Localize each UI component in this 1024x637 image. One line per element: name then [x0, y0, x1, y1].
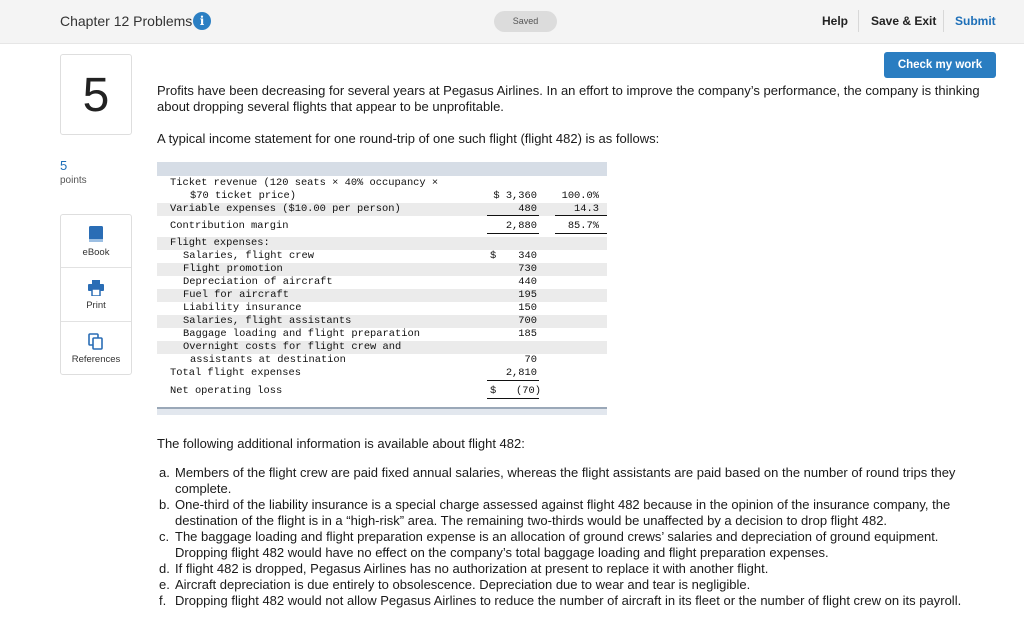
- list-item: [159, 577, 989, 593]
- statement-row: [157, 220, 607, 233]
- list-item-text: Aircraft depreciation is due entirely to obsolescence. Depreciation due to wear and tear is negligible.: [175, 577, 751, 592]
- save-exit-link[interactable]: Save & Exit: [871, 14, 937, 28]
- list-item-marker: a.: [159, 465, 170, 480]
- question-tools-panel: [60, 214, 132, 375]
- saved-status-badge: Saved: [494, 11, 557, 32]
- help-link[interactable]: Help: [822, 14, 849, 28]
- nav-divider: [943, 10, 944, 32]
- statement-row-label: Overnight costs for flight crew and: [183, 341, 402, 353]
- list-item-text: If flight 482 is dropped, Pegasus Airlines has no authorization at present to replace it with another flight.: [175, 561, 769, 576]
- statement-row-dollar: $: [490, 385, 497, 397]
- print-label: Print: [86, 300, 106, 311]
- points-label: points: [60, 175, 87, 186]
- list-item-text: The baggage loading and flight preparation expense is an allocation of ground crews’ salaries and depreciation of ground equipment. Dropping flight 482 would have no effect on the company’s total baggage loading and flight preparation expenses.: [175, 529, 939, 560]
- references-button[interactable]: [61, 333, 131, 365]
- statement-row-amount: $ 3,360: [493, 190, 537, 202]
- list-item: [159, 465, 989, 497]
- statement-row-label: Ticket revenue (120 seats × 40% occupancy ×: [170, 177, 439, 189]
- ebook-icon: [88, 226, 104, 243]
- chapter-title: Chapter 12 Problems: [60, 13, 193, 29]
- problem-intro: Profits have been decreasing for several years at Pegasus Airlines. In an effort to improve the company’s performance, the company is thinking about dropping several flights that appear to be unprofitable.: [157, 83, 980, 114]
- statement-row-amount: 700: [518, 315, 537, 327]
- list-item: [159, 497, 989, 529]
- list-item-marker: f.: [159, 593, 167, 608]
- submit-link[interactable]: Submit: [955, 14, 996, 28]
- statement-row-amount: 730: [518, 263, 537, 275]
- statement-row: [157, 315, 607, 328]
- statement-row-percent: 85.7%: [567, 220, 599, 232]
- tools-divider: [61, 321, 131, 322]
- question-number-box: [60, 54, 132, 135]
- tools-divider: [61, 267, 131, 268]
- statement-row-amount: 480: [518, 203, 537, 215]
- statement-row-label: Baggage loading and flight preparation: [183, 328, 420, 340]
- statement-row: [157, 263, 607, 276]
- statement-row-label: Liability insurance: [183, 302, 302, 314]
- statement-row-label: assistants at destination: [190, 354, 346, 366]
- additional-info-list: [159, 465, 989, 609]
- statement-row-label: Fuel for aircraft: [183, 289, 290, 301]
- statement-row-amount: (70): [516, 385, 541, 397]
- statement-row-label: Flight promotion: [183, 263, 283, 275]
- additional-info-intro: The following additional information is available about flight 482:: [157, 436, 525, 451]
- statement-row-label: Contribution margin: [170, 220, 289, 232]
- statement-row-percent: 14.3: [574, 203, 599, 215]
- list-item-marker: d.: [159, 561, 170, 576]
- list-item-marker: c.: [159, 529, 170, 544]
- list-item: [159, 561, 989, 577]
- statement-row: [157, 302, 607, 315]
- statement-row-amount: 2,810: [505, 367, 537, 379]
- statement-row: [157, 276, 607, 289]
- list-item-text: Members of the flight crew are paid fixed annual salaries, whereas the flight assistants are paid based on the number of round trips they complete.: [175, 465, 956, 496]
- statement-row-dollar: $: [490, 250, 497, 262]
- problem-intro-statement: A typical income statement for one round-trip of one such flight (flight 482) is as follows:: [157, 131, 660, 146]
- statement-row: [157, 237, 607, 250]
- references-icon: [88, 333, 104, 350]
- print-icon: [88, 280, 104, 296]
- points-value: 5: [60, 158, 68, 173]
- total-underline: [487, 233, 539, 234]
- total-underline: [555, 215, 607, 216]
- statement-row-amount: 195: [518, 289, 537, 301]
- check-my-work-button[interactable]: Check my work: [884, 52, 996, 78]
- statement-row: [157, 177, 607, 190]
- statement-row-label: Net operating loss: [170, 385, 283, 397]
- statement-row-label: $70 ticket price): [190, 190, 297, 202]
- statement-row-label: Salaries, flight assistants: [183, 315, 352, 327]
- total-underline: [487, 380, 539, 381]
- statement-row-amount: 70: [524, 354, 537, 366]
- statement-row: [157, 385, 607, 398]
- statement-row-amount: 2,880: [505, 220, 537, 232]
- statement-row-label: Variable expenses ($10.00 per person): [170, 203, 401, 215]
- total-underline: [487, 398, 539, 399]
- statement-row: [157, 289, 607, 302]
- total-underline: [487, 215, 539, 216]
- info-icon[interactable]: i: [193, 12, 211, 30]
- list-item-text: One-third of the liability insurance is a special charge assessed against flight 482 because in the opinion of the insurance company, the destination of the flight is in a “high-risk” area. The remaining two-thirds would be unaffected by a decision to drop flight 482.: [175, 497, 951, 528]
- top-bar: [0, 0, 1024, 44]
- statement-row-label: Total flight expenses: [170, 367, 301, 379]
- nav-divider: [858, 10, 859, 32]
- statement-header-band: [157, 162, 607, 176]
- list-item-text: Dropping flight 482 would not allow Pegasus Airlines to reduce the number of aircraft in its fleet or the number of flight crew on its payroll.: [175, 593, 962, 608]
- statement-row: [157, 250, 607, 263]
- statement-row: [157, 354, 607, 367]
- statement-row-amount: 185: [518, 328, 537, 340]
- statement-row-label: Salaries, flight crew: [183, 250, 314, 262]
- total-underline: [555, 233, 607, 234]
- ebook-label: eBook: [82, 247, 110, 258]
- statement-row: [157, 341, 607, 354]
- list-item-marker: b.: [159, 497, 170, 512]
- print-button[interactable]: [61, 280, 131, 311]
- statement-row-label: Depreciation of aircraft: [183, 276, 333, 288]
- list-item: [159, 593, 989, 609]
- question-number: 5: [82, 69, 110, 122]
- statement-row-amount: 440: [518, 276, 537, 288]
- ebook-button[interactable]: [61, 226, 131, 258]
- statement-row-percent: 100.0%: [561, 190, 599, 202]
- list-item-marker: e.: [159, 577, 170, 592]
- statement-row: [157, 203, 607, 216]
- statement-row-label: Flight expenses:: [170, 237, 270, 249]
- statement-row: [157, 190, 607, 203]
- statement-row-amount: 150: [518, 302, 537, 314]
- statement-footer-band: [157, 407, 607, 415]
- statement-row-amount: 340: [518, 250, 537, 262]
- statement-row: [157, 367, 607, 380]
- references-label: References: [71, 354, 121, 365]
- statement-row: [157, 328, 607, 341]
- income-statement: [157, 162, 607, 415]
- list-item: [159, 529, 989, 561]
